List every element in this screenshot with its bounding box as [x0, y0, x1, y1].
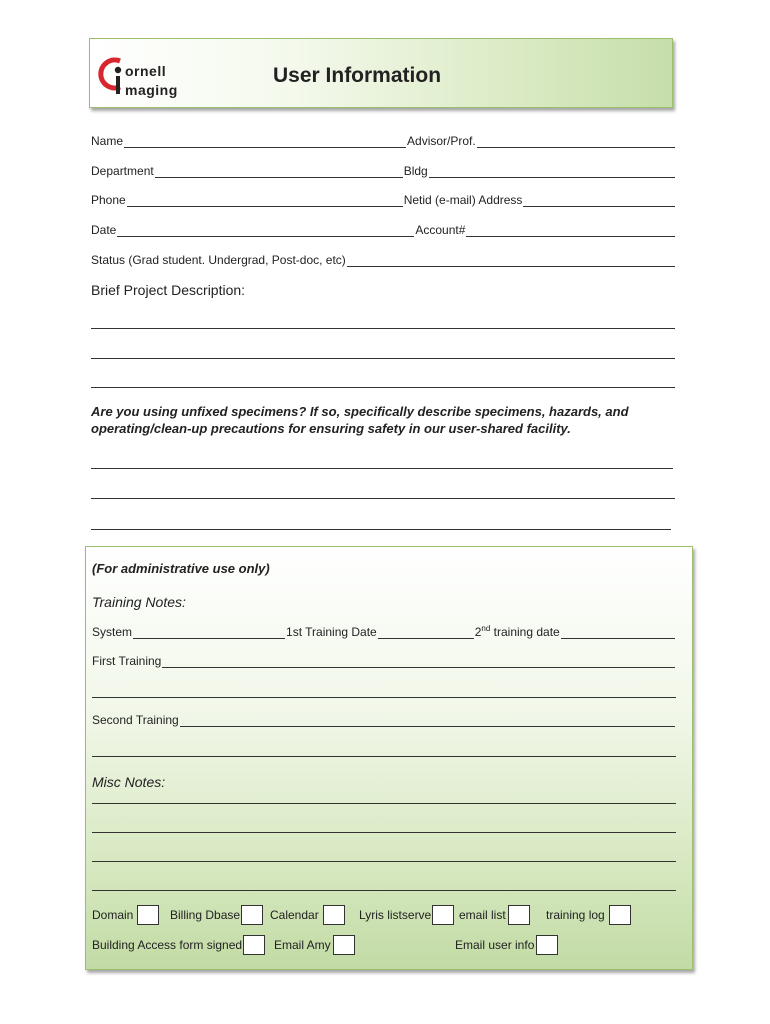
system-training-row	[92, 624, 676, 639]
phone-field[interactable]	[127, 195, 403, 207]
date-account-row	[91, 223, 676, 237]
status-field[interactable]	[347, 255, 675, 267]
misc-line-3[interactable]	[92, 861, 676, 862]
misc-line-2[interactable]	[92, 832, 676, 833]
name-label: Name	[91, 134, 124, 148]
project-line-2[interactable]	[91, 358, 675, 359]
first-date-field[interactable]	[378, 627, 474, 639]
second-training-row	[92, 713, 676, 727]
calendar-checkbox[interactable]	[323, 905, 345, 925]
name-advisor-row	[91, 134, 676, 148]
department-label: Department	[91, 164, 154, 178]
domain-label: Domain	[92, 908, 134, 922]
domain-check-item[interactable]	[92, 905, 159, 925]
specimen-question: Are you using unfixed specimens? If so, specifically describe specimens, hazards, and operating/clean-up precautions for ensuring safety in our user-shared facility.	[91, 404, 629, 436]
specimen-line-2[interactable]	[91, 498, 675, 499]
phone-netid-row	[91, 193, 676, 207]
email-list-check-item[interactable]	[459, 905, 530, 925]
phone-label: Phone	[91, 193, 126, 207]
account-label: Account#	[415, 223, 466, 237]
first-training-label: First Training	[92, 654, 162, 668]
second-date-label: 2nd training date	[474, 624, 560, 639]
project-line-1[interactable]	[91, 328, 675, 329]
calendar-label: Calendar	[270, 908, 319, 922]
checkbox-row-1	[92, 905, 672, 925]
status-row	[91, 253, 676, 267]
account-field[interactable]	[466, 225, 675, 237]
first-training-line-2[interactable]	[92, 697, 676, 698]
email-user-info-checkbox[interactable]	[536, 935, 558, 955]
second-training-label: Second Training	[92, 713, 179, 727]
email-list-label: email list	[459, 908, 506, 922]
second-training-line-2[interactable]	[92, 756, 676, 757]
lyris-listserve-label: Lyris listserve	[359, 908, 432, 922]
training-log-checkbox[interactable]	[609, 905, 631, 925]
netid-field[interactable]	[523, 195, 675, 207]
netid-label: Netid (e-mail) Address	[403, 193, 523, 207]
admin-title: (For administrative use only)	[92, 561, 270, 576]
specimen-line-3[interactable]	[91, 529, 671, 530]
email-list-checkbox[interactable]	[508, 905, 530, 925]
calendar-check-item[interactable]	[270, 905, 345, 925]
system-field[interactable]	[133, 627, 285, 639]
system-label: System	[92, 625, 133, 639]
name-field[interactable]	[124, 136, 406, 148]
checkbox-row-2	[92, 935, 672, 955]
specimen-line-1[interactable]	[91, 468, 673, 469]
date-field[interactable]	[117, 225, 414, 237]
first-training-row	[92, 654, 676, 668]
training-log-check-item[interactable]	[546, 905, 631, 925]
email-amy-checkbox[interactable]	[333, 935, 355, 955]
billing-dbase-label: Billing Dbase	[170, 908, 241, 922]
misc-line-1[interactable]	[92, 803, 676, 804]
advisor-label: Advisor/Prof.	[407, 134, 476, 148]
project-description-title: Brief Project Description:	[91, 282, 246, 298]
email-user-info-label: Email user info	[455, 938, 535, 952]
date-label: Date	[91, 223, 117, 237]
project-line-3[interactable]	[91, 387, 675, 388]
department-field[interactable]	[155, 166, 403, 178]
department-bldg-row	[91, 164, 676, 178]
billing-dbase-checkbox[interactable]	[241, 905, 263, 925]
bldg-label: Bldg	[403, 164, 428, 178]
logo-text-bottom: maging	[125, 82, 178, 98]
second-training-field[interactable]	[180, 715, 675, 727]
bldg-field[interactable]	[429, 166, 675, 178]
training-log-label: training log	[546, 908, 605, 922]
first-date-label: 1st Training Date	[286, 625, 377, 639]
first-training-field[interactable]	[162, 656, 675, 668]
billing-dbase-check-item[interactable]	[170, 905, 263, 925]
misc-notes-title: Misc Notes:	[92, 774, 166, 790]
domain-checkbox[interactable]	[137, 905, 159, 925]
status-label: Status (Grad student. Undergrad, Post-doc, etc)	[91, 253, 346, 267]
misc-line-4[interactable]	[92, 890, 676, 891]
lyris-listserve-check-item[interactable]	[359, 905, 454, 925]
building-access-check-item[interactable]	[92, 935, 265, 955]
advisor-field[interactable]	[477, 136, 675, 148]
building-access-label: Building Access form signed	[92, 938, 243, 952]
admin-section	[85, 546, 693, 970]
lyris-listserve-checkbox[interactable]	[432, 905, 454, 925]
second-date-field[interactable]	[561, 627, 675, 639]
training-notes-title: Training Notes:	[92, 594, 186, 610]
page-title: User Information	[273, 64, 442, 87]
header-banner	[89, 38, 673, 108]
email-amy-check-item[interactable]	[274, 935, 355, 955]
building-access-checkbox[interactable]	[243, 935, 265, 955]
email-user-info-check-item[interactable]	[455, 935, 558, 955]
email-amy-label: Email Amy	[274, 938, 331, 952]
logo-text-top: ornell	[125, 63, 167, 79]
